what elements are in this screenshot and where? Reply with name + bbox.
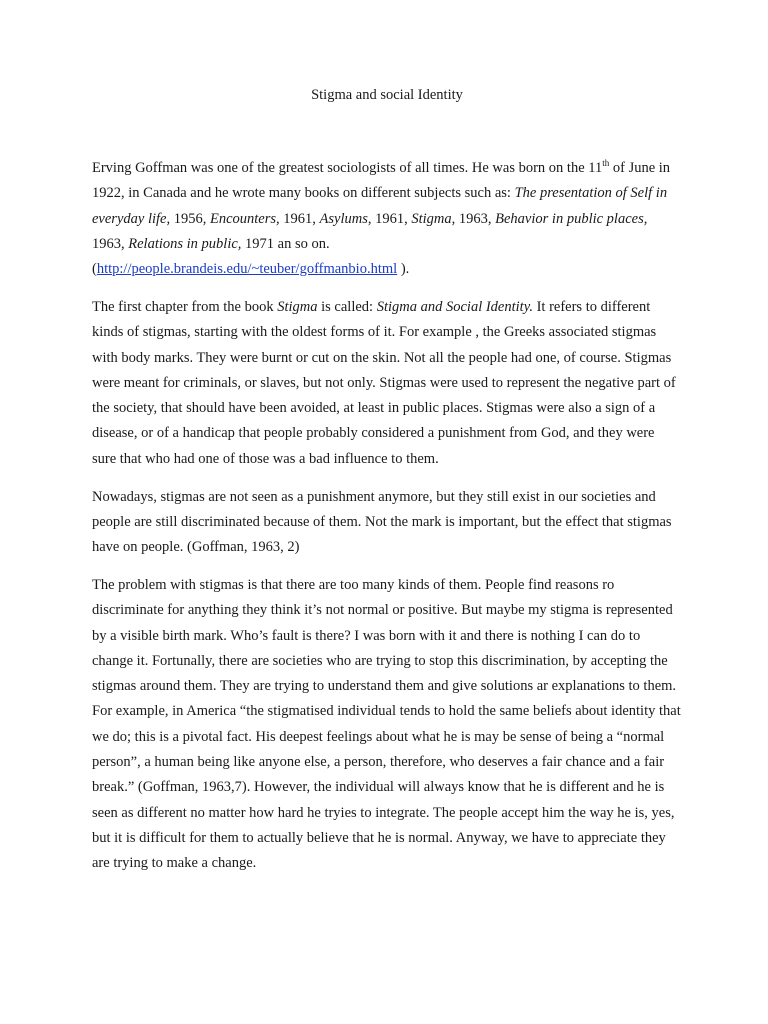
p1-text-6: 1963, xyxy=(455,210,496,227)
paragraph-3: Nowadays, stigmas are not seen as a punishment anymore, but they still exist in our societies and people are still discriminated because of them. Not the mark is important, but the effect that stigmas have on people. (Goffman, 1963, 2) xyxy=(92,488,672,556)
close-paren: ). xyxy=(397,261,410,278)
goffman-bio-link[interactable]: http://people.brandeis.edu/~teuber/goffmanbio.html xyxy=(96,261,398,278)
p1-text-8: 1971 an so on. xyxy=(241,235,330,252)
document-page xyxy=(92,84,682,889)
p1-text-1: Erving Goffman was one of the greatest sociologists of all times. He was born on the 11 xyxy=(92,160,603,176)
book-title-encounters: Encounters, xyxy=(209,210,280,227)
book-title-presentation: The presentation of Self in everyday life, xyxy=(92,185,668,227)
paragraph-4: The problem with stigmas is that there are too many kinds of them. People find reasons ro discriminate for anything they think it’s not normal or positive. But maybe my stigma is represented by a visible birth mark. Who’s fault is there? I was born with it and there is nothing I can do to change it. Fortunally, there are societies who are trying to stop this discrimination, by accepting the stigmas around them. They are trying to understand them and give solutions ar explanations to them. For example, in America “the stigmatised individual tends to hold the same beliefs about identity that we do; this is a pivotal fact. His deepest feelings about what he is may be sense of being a “normal person”, a human being like anyone else, a person, therefore, who deserves a fair chance and a fair break.” (Goffman, 1963,7). However, the individual will always know that he is different and he is seen as different no matter how hard he tryies to integrate. The people accept him the way he is, yes, but it is difficult for them to actually believe that he is normal. Anyway, we have to appreciate they are trying to make a change. xyxy=(92,576,681,872)
p2-text-3: It refers to different kinds of stigmas, starting with the oldest forms of it. For example , the Greeks associated stigmas with body marks. They were burnt or cut on the skin. Not all the people had one, of course. Stigmas were meant for criminals, or slaves, but not only. Stigmas were used to represent the negative part of the society, that should have been avoided, at least in public places. Stigmas were also a sign of a disease, or of a handicap that people probably considered a punishment from God, and they were sure that who had one of those was a bad influence to them. xyxy=(92,298,676,467)
p1-text-3: 1956, xyxy=(170,210,210,227)
p2-text-2: is called: xyxy=(317,298,377,315)
paragraph-1 xyxy=(92,156,682,282)
book-title-stigma-ref: Stigma xyxy=(277,298,318,315)
p1-text-2: of June in 1922, in Canada and he wrote many books on different subjects such as: xyxy=(92,160,671,202)
book-title-stigma: Stigma, xyxy=(411,210,456,227)
book-title-asylums: Asylums xyxy=(319,210,368,227)
paragraph-2 xyxy=(92,295,682,472)
p1-text-5: , 1961, xyxy=(367,210,412,227)
book-title-relations: Relations in public, xyxy=(128,235,242,252)
book-title-behavior: Behavior in public places, xyxy=(495,210,648,227)
open-paren: ( xyxy=(92,261,97,278)
chapter-title: Stigma and Social Identity. xyxy=(376,298,533,315)
document-title: Stigma and social Identity xyxy=(311,87,463,103)
p1-superscript: th xyxy=(602,158,610,169)
p1-text-4: 1961, xyxy=(279,210,320,227)
p2-text-1: The first chapter from the book xyxy=(92,298,278,315)
p1-text-7: 1963, xyxy=(92,235,129,252)
